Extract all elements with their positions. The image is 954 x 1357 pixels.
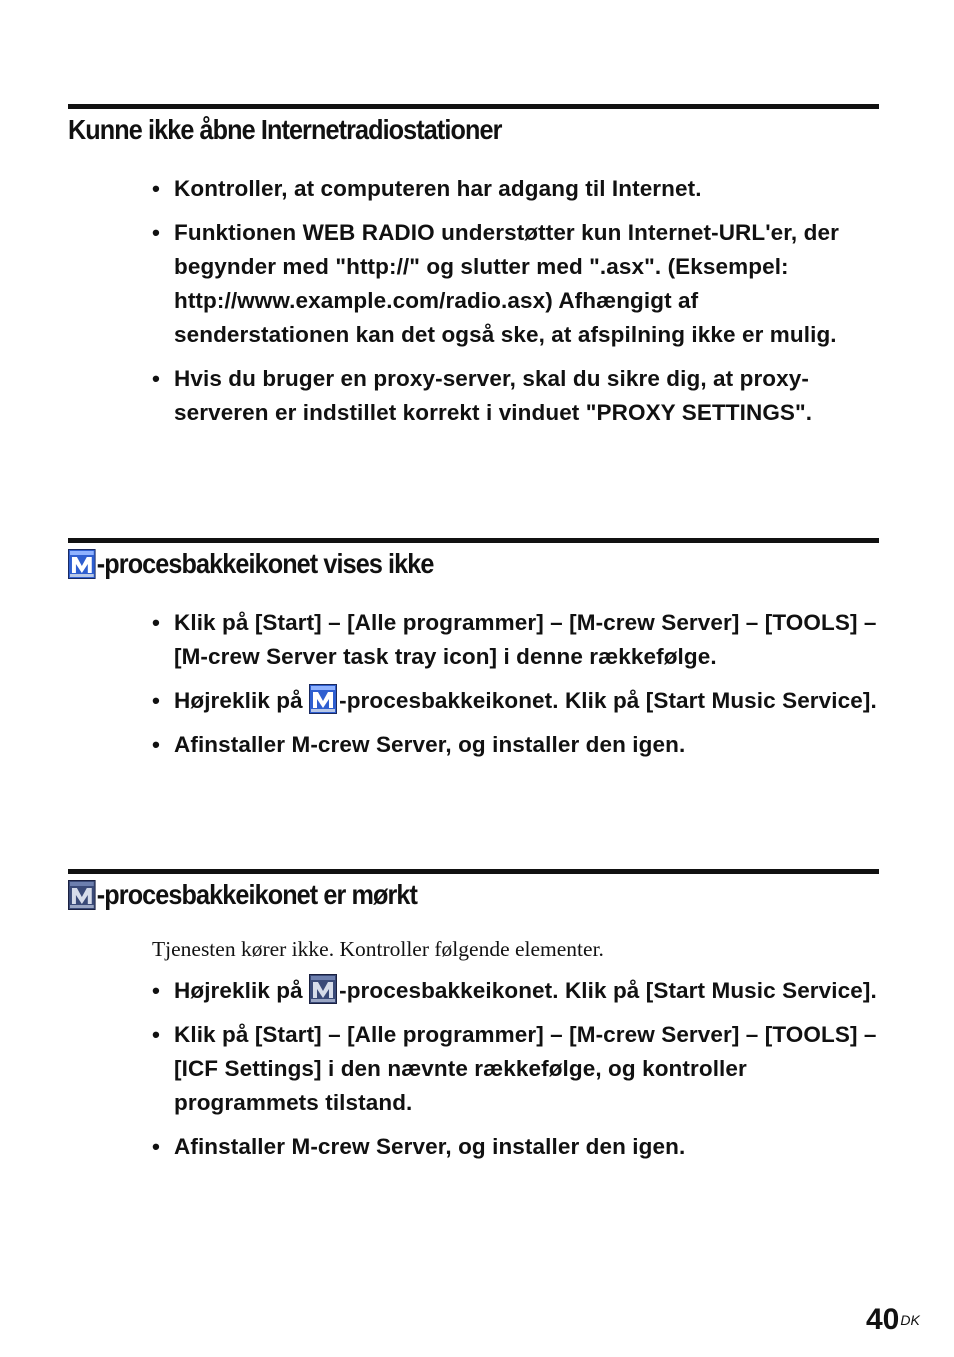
section-heading xyxy=(68,109,798,151)
list-item: • Højreklik på -procesbakkeikonet. Klik på [Start Music Service]. xyxy=(152,974,879,1008)
section-intro: Tjenesten kører ikke. Kontroller følgende elementer. xyxy=(152,937,604,961)
section-heading xyxy=(68,543,798,585)
list-item: • Klik på [Start] – [Alle programmer] – [M-crew Server] – [TOOLS] – [M-crew Server task tray icon] i denne rækkefølge. xyxy=(152,610,877,669)
bullet-list xyxy=(68,974,879,1164)
list-item: • Hvis du bruger en proxy-server, skal du sikre dig, at proxy-serveren er indstillet korrekt i vinduet "PROXY SETTINGS". xyxy=(152,366,813,425)
bullet-list xyxy=(68,172,879,430)
list-item: • Højreklik på -procesbakkeikonet. Klik på [Start Music Service]. xyxy=(152,684,879,718)
section-internet-radio xyxy=(68,104,879,440)
section-title: -procesbakkeikonet vises ikke xyxy=(96,548,434,579)
section-tray-icon-missing xyxy=(68,538,879,772)
list-item: • Afinstaller M-crew Server, og installer den igen. xyxy=(152,1134,686,1159)
section-tray-icon-dark xyxy=(68,869,879,1174)
page-number-value: 40 xyxy=(866,1303,900,1336)
list-item: • Afinstaller M-crew Server, og installer den igen. xyxy=(152,732,686,757)
m-crew-tray-icon-dark xyxy=(309,974,337,1004)
m-crew-tray-icon xyxy=(309,684,337,714)
page-number xyxy=(866,1300,920,1340)
section-title: -procesbakkeikonet er mørkt xyxy=(96,879,418,910)
section-title: Kunne ikke åbne Internetradiostationer xyxy=(68,114,502,145)
list-item: • Klik på [Start] – [Alle programmer] – [M-crew Server] – [TOOLS] – [ICF Settings] i den nævnte rækkefølge, og kontroller programmets tilstand. xyxy=(152,1022,877,1115)
bullet-list xyxy=(68,606,879,762)
list-item: • Funktionen WEB RADIO understøtter kun Internet-URL'er, der begynder med "http://" og slutter med ".asx". (Eksempel: http://www.example.com/radio.asx) Afhængigt af senderstationen kan det også ske, at afspilning ikke er mulig. xyxy=(152,220,839,347)
m-crew-tray-icon-dark xyxy=(68,880,96,910)
m-crew-tray-icon xyxy=(68,549,96,579)
section-heading xyxy=(68,874,798,916)
page-number-suffix: DK xyxy=(900,1312,920,1328)
list-item: • Kontroller, at computeren har adgang til Internet. xyxy=(152,176,702,201)
